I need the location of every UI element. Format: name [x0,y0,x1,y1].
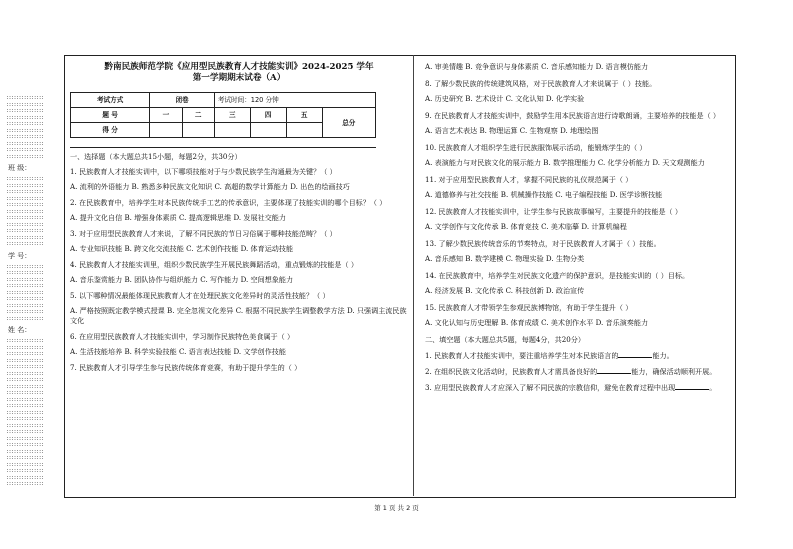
left-column [70,60,408,378]
question-options: A. 表演能力与对民族文化的展示能力 B. 数学推理能力 C. 化学分析能力 D. 天文观测能力 [425,158,705,167]
fill-question-text: 1. 民族教育人才技能实训中，要注重培养学生对本民族语言的 [425,351,619,360]
question-options: A. 流利的外语能力 B. 熟悉多种民族文化知识 C. 高超的数学计算能力 D. 出色的绘画技巧 [70,182,350,191]
question-options: A. 文化认知与历史理解 B. 体育成绩 C. 美术创作水平 D. 音乐演奏能力 [425,318,649,327]
question-options: A. 生活技能培养 B. 科学实验技能 C. 语言表达技能 D. 文学创作技能 [70,347,286,356]
question-text: 7. 民族教育人才引导学生参与民族传统体育竞赛，有助于提升学生的（ ） [70,363,302,372]
right-column [425,62,730,398]
question-options: A. 历史研究 B. 艺术设计 C. 文化认知 D. 化学实验 [425,94,585,103]
question-text: 13. 了解少数民族传统音乐的节奏特点，对于民族教育人才属于（ ）技能。 [425,239,661,248]
column-header: 五 [286,108,322,123]
question-text: 11. 对于应用型民族教育人才，掌握不同民族的礼仪规范属于（ ） [425,175,633,184]
score-cell[interactable] [182,123,214,138]
question-options: A. 提升文化自信 B. 增强身体素质 C. 提高逻辑思维 D. 发展社交能力 [70,213,286,222]
question-options: A. 文学创作与文化传承 B. 体育竞技 C. 美术临摹 D. 计算机编程 [425,222,627,231]
question-text: 15. 民族教育人才带领学生参观民族博物馆，有助于学生提升（ ） [425,303,633,312]
answer-blank[interactable] [618,350,652,358]
question-options: A. 音乐感知 B. 数学建模 C. 物理实验 D. 生物分类 [425,254,585,263]
question-text: 6. 在应用型民族教育人才技能实训中，学习制作民族特色美食属于（ ） [70,332,295,341]
exam-method-value: 闭卷 [150,93,215,108]
exam-subtitle: 第一学期期末试卷（A） [192,73,286,83]
binding-dots: ::::::::::::::: ::::::::::::::: ::::::::::::::: ::::::::::::::: ::::::::::::::: ::::::::::::::: ::::::::::::::: ::::::::::::::: ::::::::::::::: ::::::::::::::: [6,95,44,160]
page-footer: 第 1 页 共 2 页 [374,504,419,512]
student-id-label: 学 号： [8,251,32,260]
score-cell[interactable] [250,123,286,138]
name-label: 姓 名： [8,326,32,334]
question-options: A. 语言艺术表达 B. 物理运算 C. 生物观察 D. 地理绘图 [425,126,599,135]
exam-method-label: 考试方式 [71,93,150,108]
question-number-label: 题 号 [71,108,150,123]
class-label: 班 级： [8,164,32,172]
right-question-list [425,62,730,328]
question-options: A. 音乐鉴赏能力 B. 团队协作与组织能力 C. 写作能力 D. 空间想象能力 [70,275,294,284]
question-text: 5. 以下哪种情况最能体现民族教育人才在处理民族文化差异时的灵活性技能？（ ） [70,291,330,300]
fill-question-text: 2. 在组织民族文化活动时，民族教育人才需具备良好的 [425,367,598,376]
score-cell[interactable] [150,123,182,138]
score-label: 得 分 [71,123,150,138]
answer-blank[interactable] [675,382,709,390]
total-score-label: 总分 [322,108,375,138]
question-text: 3. 对于应用型民族教育人才来说，了解不同民族的节日习俗属于哪种技能范畴？（ ） [70,229,337,238]
column-divider [413,55,414,496]
question-options: A. 审美情趣 B. 竞争意识与身体素质 C. 音乐感知能力 D. 语言模仿能力 [425,62,649,71]
fill-question-text: 3. 应用型民族教育人才应深入了解不同民族的宗教信仰，避免在教育过程中出现 [425,383,676,392]
fill-question-tail: 能力，确保活动顺利开展。 [631,367,717,376]
column-header: 三 [214,108,250,123]
fill-question-tail: 。 [709,383,717,392]
score-cell[interactable] [286,123,322,138]
question-options: A. 道德修养与社交技能 B. 机械操作技能 C. 电子编程技能 D. 医学诊断技能 [425,190,663,199]
question-text: 14. 在民族教育中，培养学生对民族文化遗产的保护意识，是技能实训的（ ）目标。 [425,271,690,280]
column-header: 四 [250,108,286,123]
exam-time: 考试时间：120 分钟 [214,93,375,108]
fill-question-list [425,350,730,393]
column-header: 一 [150,108,182,123]
binding-dots: ::::::::::::::: ::::::::::::::: ::::::::::::::: ::::::::::::::: ::::::::::::::: ::::::::::::::: ::::::::::::::: ::::::::::::::: ::::::::::::::: [6,263,44,322]
question-text: 10. 民族教育人才组织学生进行民族服饰展示活动，能锻炼学生的（ ） [425,143,647,152]
question-options: A. 经济发展 B. 文化传承 C. 科技创新 D. 政治宣传 [425,286,585,295]
separator-line [70,147,376,148]
fill-question [425,350,730,361]
section-2-heading: 二、填空题（本大题总共5题，每题4分，共20分） [425,335,585,344]
left-question-list [70,167,408,373]
question-text: 2. 在民族教育中，培养学生对本民族传统手工艺的传承意识，主要体现了技能实训的哪个目标？（ ） [70,198,387,207]
question-options: A. 严格按照既定教学模式授课 B. 完全忽视文化差异 C. 根据不同民族学生调整教学方法 D. 只强调主流民族文化 [70,306,407,325]
answer-blank[interactable] [597,366,631,374]
binding-dots: ::::::::::::::: ::::::::::::::: ::::::::::::::: ::::::::::::::: ::::::::::::::: ::::::::::::::: ::::::::::::::: ::::::::::::::: ::::::::::::::: ::::::::::::::: ::::::::::::::: ::::::::::::::: ::::::::::::::: ::::::::::::::: ::::::::::::::: ::::::::::::::: ::::::::::::::: ::::::::::::::: ::::::::::::::: ::::::::::::::: ::::::::::::::: ::::::::::::::: ::::::::::::::: [6,338,44,487]
score-cell[interactable] [214,123,250,138]
binding-strip [6,95,58,488]
question-options: A. 专业知识技能 B. 跨文化交流技能 C. 艺术创作技能 D. 体育运动技能 [70,244,294,253]
question-text: 12. 民族教育人才技能实训中，让学生参与民族故事编写，主要提升的技能是（ ） [425,207,682,216]
exam-title: 黔南民族师范学院《应用型民族教育人才技能实训》2024-2025 学年 [104,62,374,72]
question-text: 1. 民族教育人才技能实训中，以下哪项技能对于与少数民族学生沟通最为关键？（ ） [70,167,337,176]
fill-question-tail: 能力。 [652,351,674,360]
fill-question [425,366,730,377]
question-text: 4. 民族教育人才技能实训里，组织少数民族学生开展民族舞蹈活动，重点锻炼的技能是（ ） [70,260,358,269]
column-header: 二 [182,108,214,123]
fill-question [425,382,730,393]
question-text: 9. 在民族教育人才技能实训中，鼓励学生用本民族语言进行诗歌朗诵，主要培养的技能是（ ） [425,111,721,120]
section-1-heading: 一、选择题（本大题总共15小题，每题2分，共30分） [70,152,242,161]
score-table [70,92,376,138]
binding-dots: ::::::::::::::: ::::::::::::::: ::::::::::::::: ::::::::::::::: ::::::::::::::: ::::::::::::::: ::::::::::::::: ::::::::::::::: ::::::::::::::: ::::::::::::::: ::::::::::::::: [6,176,44,247]
question-text: 8. 了解少数民族的传统建筑风格，对于民族教育人才来说属于（ ）技能。 [425,79,657,88]
